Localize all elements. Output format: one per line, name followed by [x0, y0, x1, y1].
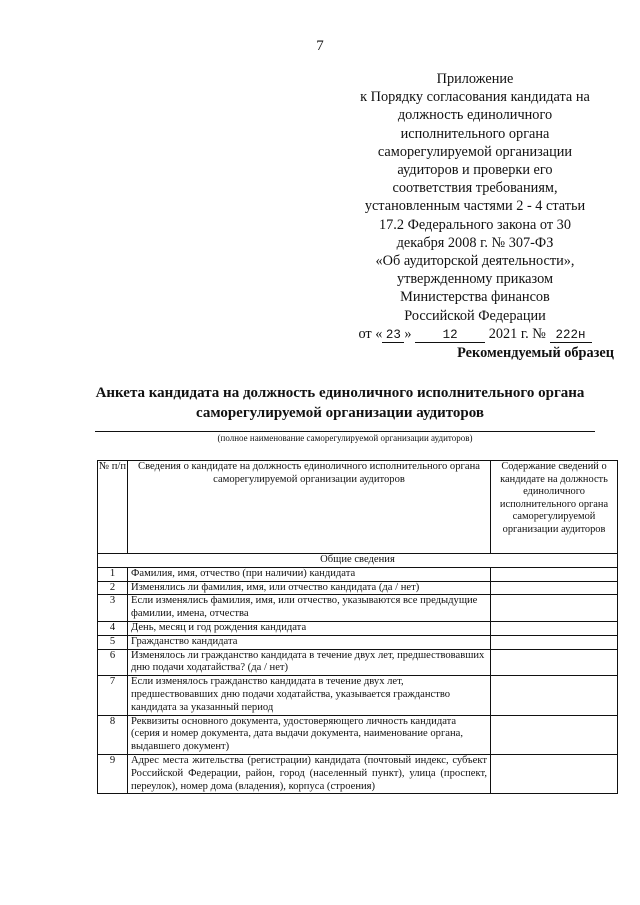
appendix-line: декабря 2008 г. № 307-ФЗ: [396, 234, 554, 251]
appendix-line: исполнительного органа: [400, 125, 550, 142]
row-text: Реквизиты основного документа, удостоверяющего личность кандидата (серия и номер документа, дата выдачи документа, наименование органа, выдавшего документ): [128, 715, 491, 754]
row-text: Если изменялось гражданство кандидата в течение двух лет, предшествовавших дню подачи ходатайства, указывается гражданство кандидата за указанный период: [128, 676, 491, 715]
appendix-line: Российской Федерации: [404, 307, 546, 324]
appendix-line: утвержденному приказом: [396, 271, 554, 288]
appendix-line: «Об аудиторской деятельности»,: [375, 253, 575, 270]
row-text: Фамилия, имя, отчество (при наличии) кандидата: [128, 567, 491, 581]
header-num: № п/п: [98, 461, 128, 554]
row-num: 3: [98, 595, 128, 622]
table-row: [98, 715, 618, 754]
table-row: [98, 635, 618, 649]
date-year: 2021 г. №: [488, 325, 546, 342]
row-num: 6: [98, 649, 128, 676]
section-general: Общие сведения: [98, 554, 618, 568]
row-num: 5: [98, 635, 128, 649]
table-row: [98, 676, 618, 715]
appendix-header: [335, 70, 615, 343]
row-value-cell[interactable]: [491, 649, 618, 676]
org-name-caption: (полное наименование саморегулируемой организации аудиторов): [217, 433, 473, 443]
appendix-line: аудиторов и проверки его: [397, 162, 553, 179]
date-month: 12: [415, 328, 485, 343]
row-value-cell[interactable]: [491, 621, 618, 635]
appendix-line: Министерства финансов: [400, 289, 550, 306]
table-row: [98, 581, 618, 595]
row-text: День, месяц и год рождения кандидата: [128, 621, 491, 635]
appendix-line: Приложение: [436, 71, 514, 87]
table-header-row: [98, 461, 618, 554]
row-num: 4: [98, 621, 128, 635]
appendix-line: должность единоличного: [397, 107, 553, 124]
appendix-line: 17.2 Федерального закона от 30: [379, 216, 571, 233]
org-name-field-line[interactable]: [95, 431, 595, 432]
table-row: [98, 754, 618, 793]
row-text: Если изменялись фамилия, имя, или отчество, указываются все предыдущие фамилии, имена, отчества: [128, 595, 491, 622]
order-number: 222н: [550, 328, 592, 343]
row-num: 9: [98, 754, 128, 793]
date-prefix: от «: [358, 325, 383, 342]
date-sep: »: [404, 325, 412, 342]
table-row: [98, 567, 618, 581]
title-line-1: Анкета кандидата на должность единоличного исполнительного органа: [95, 385, 585, 401]
row-num: 2: [98, 581, 128, 595]
row-num: 1: [98, 567, 128, 581]
row-text: Гражданство кандидата: [128, 635, 491, 649]
page-number: 7: [316, 38, 324, 54]
row-value-cell[interactable]: [491, 581, 618, 595]
row-value-cell[interactable]: [491, 754, 618, 793]
row-value-cell[interactable]: [491, 715, 618, 754]
candidate-form-table: [97, 460, 618, 794]
row-num: 8: [98, 715, 128, 754]
form-title: [60, 383, 620, 423]
row-value-cell[interactable]: [491, 635, 618, 649]
row-text: Адрес места жительства (регистрации) кандидата (почтовый индекс, субъект Российской Федерации, район, город (населенный пункт), улица (проспект, переулок), номер дома (владения), корпуса (строения): [128, 754, 491, 793]
row-text: Изменялось ли гражданство кандидата в течение двух лет, предшествовавших дню подачи ходатайства? (да / нет): [128, 649, 491, 676]
table-row: [98, 649, 618, 676]
appendix-line: к Порядку согласования кандидата на: [360, 89, 590, 106]
row-num: 7: [98, 676, 128, 715]
table-row: [98, 621, 618, 635]
recommended-sample-label: Рекомендуемый образец: [457, 345, 614, 361]
row-value-cell[interactable]: [491, 567, 618, 581]
row-value-cell[interactable]: [491, 676, 618, 715]
section-row: [98, 554, 618, 568]
appendix-line: саморегулируемой организации: [377, 143, 573, 160]
appendix-line: соответствия требованиям,: [392, 180, 558, 197]
row-text: Изменялись ли фамилия, имя, или отчество кандидата (да / нет): [128, 581, 491, 595]
title-line-2: саморегулируемой организации аудиторов: [195, 405, 485, 421]
appendix-line: установленным частями 2 - 4 статьи: [364, 198, 586, 215]
table-row: [98, 595, 618, 622]
row-value-cell[interactable]: [491, 595, 618, 622]
date-day: 23: [382, 328, 404, 343]
header-content: Содержание сведений о кандидате на должность единоличного исполнительного органа саморегулируемой организации аудиторов: [491, 461, 618, 554]
order-date-line: [335, 325, 615, 343]
header-info: Сведения о кандидате на должность единоличного исполнительного органа саморегулируемой организации аудиторов: [128, 461, 491, 554]
